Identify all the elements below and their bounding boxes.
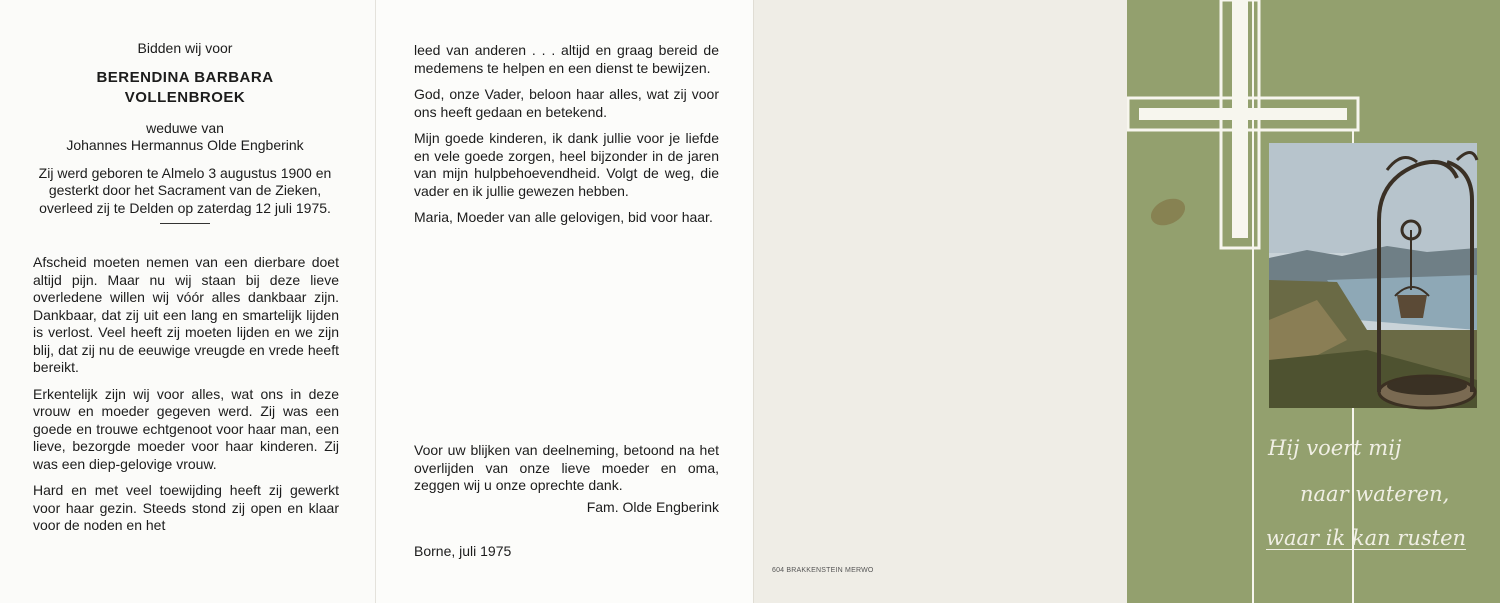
paragraph: Afscheid moeten nemen van een dierbare doet altijd pijn. Maar nu wij staan bij deze lieve overledene willen wij vóór alles dankbaar zijn. Dankbaar, dat zij uit een lang en smartelijk lijden is verlost. Veel heeft zij moeten lijden en we zijn blij, dat zij nu de eeuwige vreugde en vrede heeft bereikt. <box>33 254 339 375</box>
widow-line: weduwe van <box>146 119 224 136</box>
intro-line: Bidden wij voor <box>137 40 233 56</box>
cover-frame-line-left <box>1252 0 1254 603</box>
verse-line-1: Hij voert mij <box>1268 436 1402 460</box>
cross-horizontal-bar <box>1139 108 1347 120</box>
cover-artwork <box>1127 0 1500 603</box>
paragraph: Erkentelijk zijn wij voor alles, wat ons in deze vrouw en moeder gegeven werd. Zij was een goede en trouwe echtgenoot voor haar man, een lieve, bezorgde moeder voor haar kinderen. Zij was een diep-gelovige vrouw. <box>33 385 339 472</box>
printer-mark: 604 BRAKKENSTEIN MERWO <box>772 567 874 574</box>
deceased-name-line1: BERENDINA BARBARA <box>96 68 274 86</box>
back-cover <box>753 0 1127 603</box>
verse-line-2: naar wateren, <box>1300 482 1450 506</box>
thanks-text: Voor uw blijken van deelneming, betoond na het overlijden van onze lieve moeder en oma, zeggen wij u onze oprechte dank. <box>414 442 719 493</box>
divider-line <box>160 223 210 224</box>
paragraph: Mijn goede kinderen, ik dank jullie voor je liefde en vele goede zorgen, heel bijzonder in de jaren van mijn hulpbehoevendheid. Volgt de weg, die vader en ik jullie gewezen hebben. <box>414 130 719 199</box>
family-signature: Fam. Olde Engberink <box>586 498 719 515</box>
paragraph: God, onze Vader, beloon haar alles, wat zij voor ons heeft gedaan en betekend. <box>414 86 719 120</box>
verse-line-3: waar ik kan rusten <box>1266 526 1467 550</box>
right-body-text <box>414 42 719 236</box>
birth-death-text: Zij werd geboren te Almelo 3 augustus 1900 en gesterkt door het Sacrament van de Zieken, overleed zij te Delden op zaterdag 12 juli 1975. <box>38 164 332 216</box>
obituary-heading <box>30 40 340 224</box>
photo-water-well <box>1269 143 1477 408</box>
left-body-text <box>33 254 339 544</box>
paragraph: leed van anderen . . . altijd en graag bereid de medemens te helpen en een dienst te bewijzen. <box>414 42 719 76</box>
deceased-name-line2: VOLLENBROEK <box>124 88 246 106</box>
husband-name: Johannes Hermannus Olde Engberink <box>66 137 304 153</box>
front-cover <box>1127 0 1500 603</box>
paragraph: Maria, Moeder van alle gelovigen, bid voor haar. <box>414 209 713 225</box>
place-date: Borne, juli 1975 <box>414 543 512 559</box>
paragraph: Hard en met veel toewijding heeft zij gewerkt voor haar gezin. Steeds stond zij open en klaar voor de noden en het <box>33 482 339 533</box>
thanks-block <box>414 442 719 516</box>
